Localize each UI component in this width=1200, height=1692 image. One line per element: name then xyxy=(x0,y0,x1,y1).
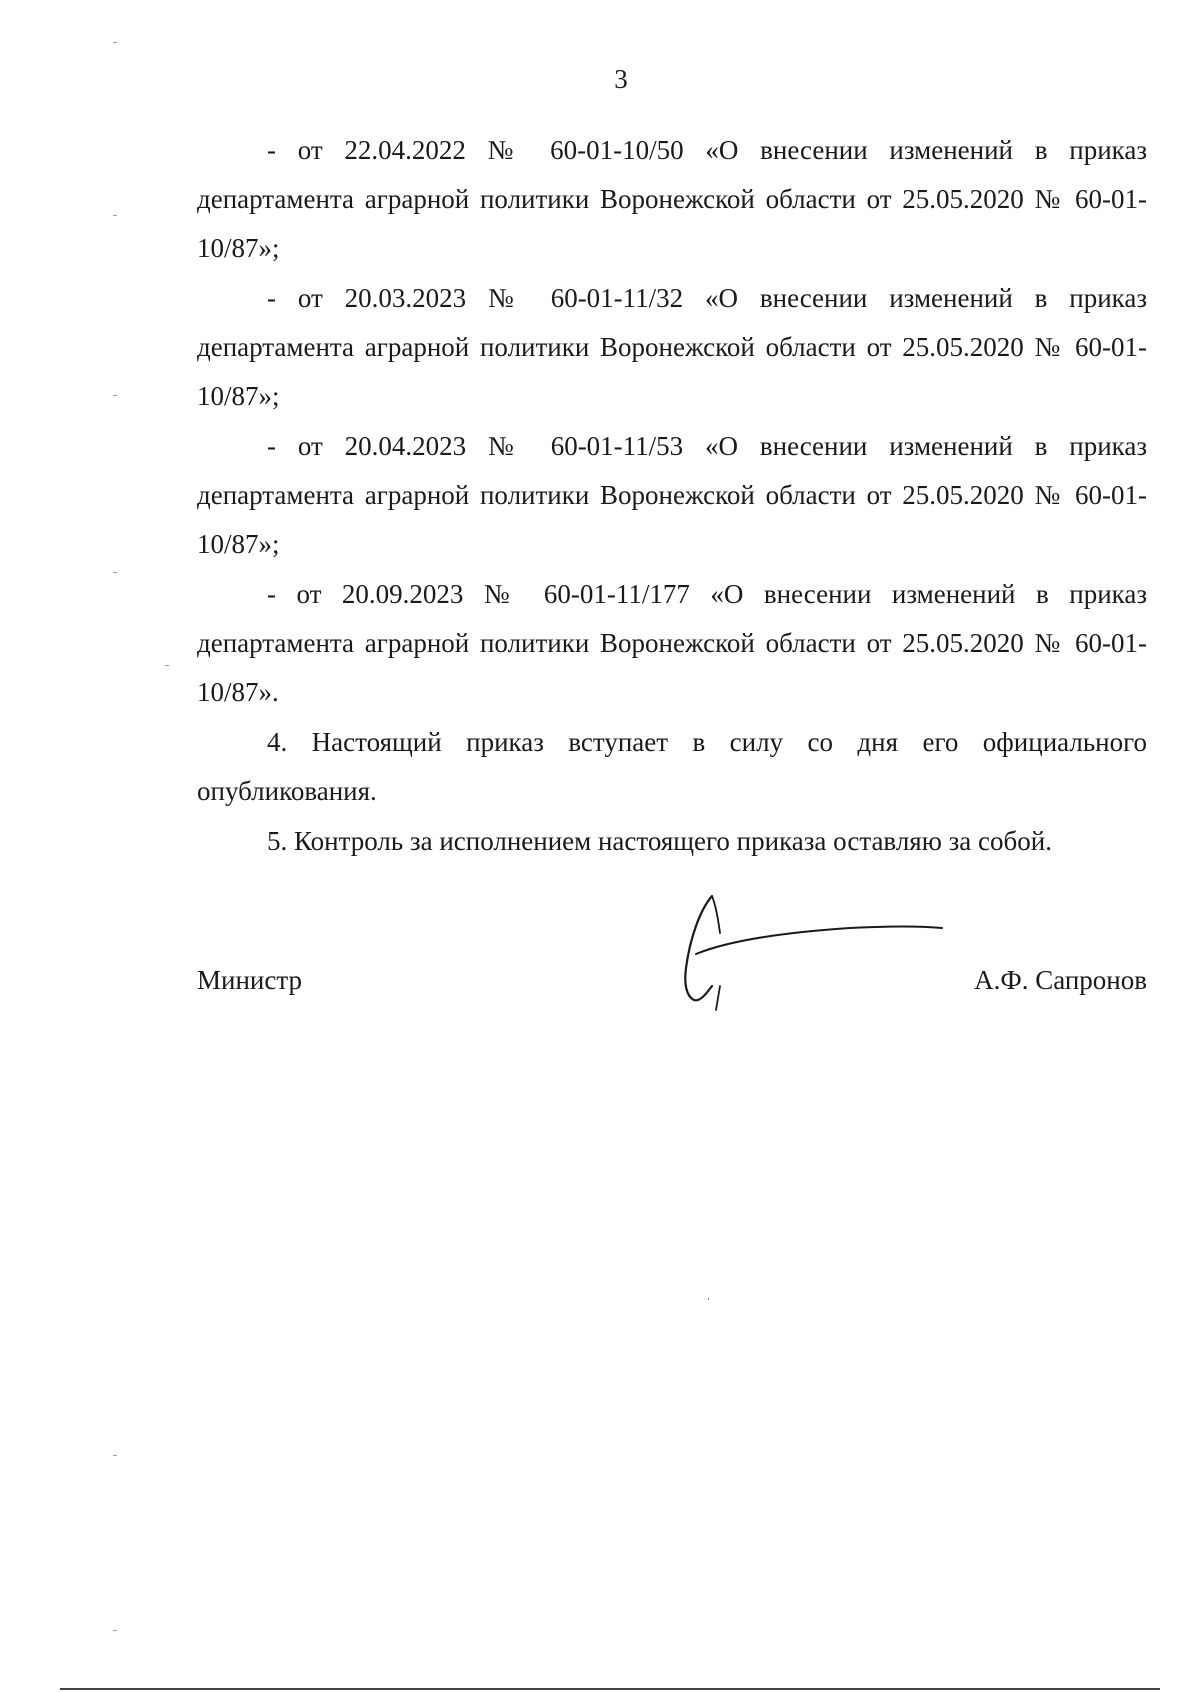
amendment-item-3: - от 20.04.2023 № 60-01-11/53 «О внесении изменений в приказ департамента аграрной политики Воронежской области от 25.05.2020 № 60-01-10/87»; xyxy=(197,431,1147,559)
handwritten-signature xyxy=(660,888,960,1013)
control-paragraph: 5. Контроль за исполнением настоящего приказа оставляю за собой. xyxy=(267,826,1052,856)
scan-bottom-edge xyxy=(60,1688,1160,1690)
signatory-title: Министр xyxy=(197,965,302,995)
scan-speck xyxy=(113,572,117,573)
scan-speck xyxy=(113,1630,117,1631)
amendment-item-4: - от 20.09.2023 № 60-01-11/177 «О внесении изменений в приказ департамента аграрной политики Воронежской области от 25.05.2020 № 60-01-10/87». xyxy=(197,579,1147,707)
scan-speck xyxy=(113,42,117,43)
amendment-item-2: - от 20.03.2023 № 60-01-11/32 «О внесении изменений в приказ департамента аграрной политики Воронежской области от 25.05.2020 № 60-01-10/87»; xyxy=(197,283,1147,411)
page-number: 3 xyxy=(614,64,628,94)
document-body xyxy=(197,126,1147,866)
scan-speck xyxy=(165,665,169,666)
signatory-name: А.Ф. Сапронов xyxy=(974,965,1147,995)
scan-speck xyxy=(113,1455,117,1456)
scan-speck xyxy=(708,1298,709,1300)
scan-speck xyxy=(113,395,117,396)
scan-speck xyxy=(113,215,117,216)
amendment-item-1: - от 22.04.2022 № 60-01-10/50 «О внесении изменений в приказ департамента аграрной политики Воронежской области от 25.05.2020 № 60-01-10/87»; xyxy=(197,135,1147,263)
effective-date-paragraph: 4. Настоящий приказ вступает в силу со дня его официального опубликования. xyxy=(197,727,1147,806)
